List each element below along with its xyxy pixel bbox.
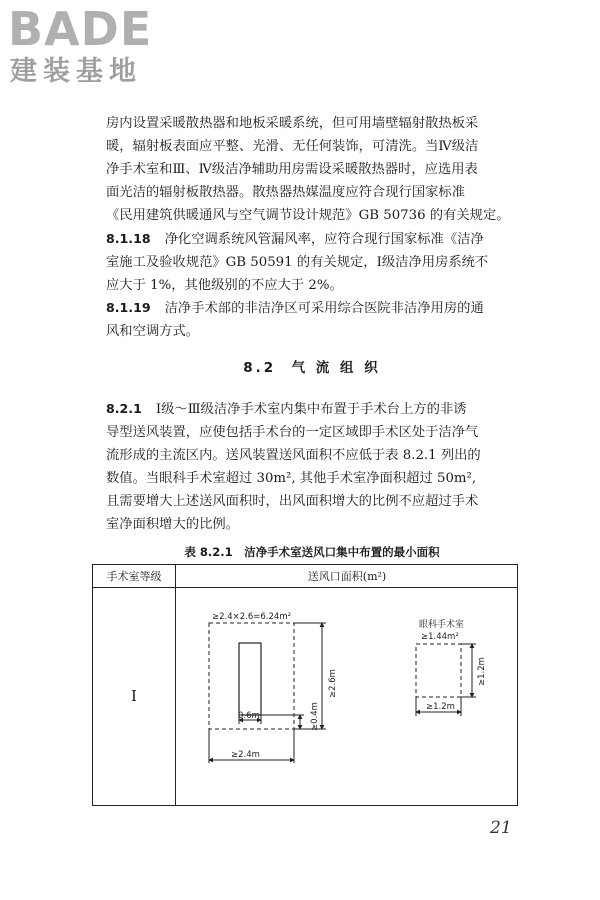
area-label: ≥2.4×2.6=6.24m² (212, 612, 292, 622)
area-table (92, 564, 518, 806)
eye-title: 眼科手术室 (419, 620, 465, 630)
grade-cell: Ⅰ (131, 687, 137, 705)
text-line: 净化空调系统风管漏风率，应符合现行国家标准《洁净 (164, 232, 484, 247)
table-width-label: 0.6m (238, 711, 260, 721)
table-caption: 表 8.2.1 洁净手术室送风口集中布置的最小面积 (184, 545, 440, 559)
eye-area-label: ≥1.44m² (421, 632, 459, 642)
text-line: 洁净手术部的非洁净区可采用综合医院非洁净用房的通 (164, 301, 484, 316)
clause-8-1-19 (106, 296, 518, 343)
text-line: 室施工及验收规范》GB 50591 的有关规定，Ⅰ级洁净用房系统不 (106, 255, 489, 270)
text-line: 且需要增大上述送风面积时，出风面积增大的比例不应超过手术 (106, 494, 479, 509)
text-line: 房内设置采暖散热器和地板采暖系统，但可用墙壁辐射散热板采 (106, 116, 479, 131)
text-line: Ⅰ级～Ⅲ级洁净手术室内集中布置于手术台上方的非诱 (155, 402, 467, 417)
text-line: 应大于 1%，其他级别的不应大于 2%。 (106, 278, 343, 293)
text-line: 流形成的主流区内。送风装置送风面积不应低于表 8.2.1 列出的 (106, 448, 481, 463)
text-line: 数值。当眼科手术室超过 30m², 其他手术室净面积超过 50m², (106, 471, 477, 486)
paragraph-continuation (106, 112, 518, 227)
eye-supply-zone (416, 644, 461, 697)
text-line: 风和空调方式。 (106, 324, 200, 339)
supply-area-diagram (176, 588, 517, 805)
section-heading (106, 356, 518, 376)
eye-width-label: ≥1.2m (426, 702, 455, 712)
eye-height-label: ≥1.2m (477, 657, 487, 686)
section-title: 气 流 组 织 (291, 360, 381, 376)
text-line: 暖，辐射板表面应平整、光滑、无任何装饰，可清洗。当Ⅳ级洁 (106, 139, 479, 154)
header-grade: 手术室等级 (106, 570, 162, 583)
clause-8-2-1 (106, 397, 518, 536)
text-line: 净手术室和Ⅲ、Ⅳ级洁净辅助用房需设采暖散热器时，应选用表 (106, 162, 478, 177)
clause-8-1-18 (106, 227, 518, 297)
logo-wordmark: BADE (8, 2, 153, 56)
text-line: 面光洁的辐射板散热器。散热器热媒温度应符合现行国家标准 (106, 185, 466, 200)
text-line: 《民用建筑供暖通风与空气调节设计规范》GB 50736 的有关规定。 (106, 208, 510, 223)
clause-number: 8.1.18 (106, 231, 151, 246)
width-label: ≥2.4m (231, 750, 260, 760)
operating-table (239, 643, 261, 715)
page-number: 21 (490, 818, 512, 838)
logo (8, 4, 198, 94)
offset-label: ≥0.4m (310, 702, 320, 731)
section-number: 8.2 (243, 360, 277, 376)
logo-subtitle: 建装基地 (10, 56, 142, 87)
clause-number: 8.1.19 (106, 300, 151, 315)
header-area: 送风口面积(m²) (307, 570, 387, 583)
height-label: ≥2.6m (328, 669, 338, 698)
text-line: 室净面积增大的比例。 (106, 517, 239, 532)
text-line: 导型送风装置，应使包括手术台的一定区域即手术区处于洁净气 (106, 425, 479, 440)
clause-number: 8.2.1 (106, 401, 142, 416)
